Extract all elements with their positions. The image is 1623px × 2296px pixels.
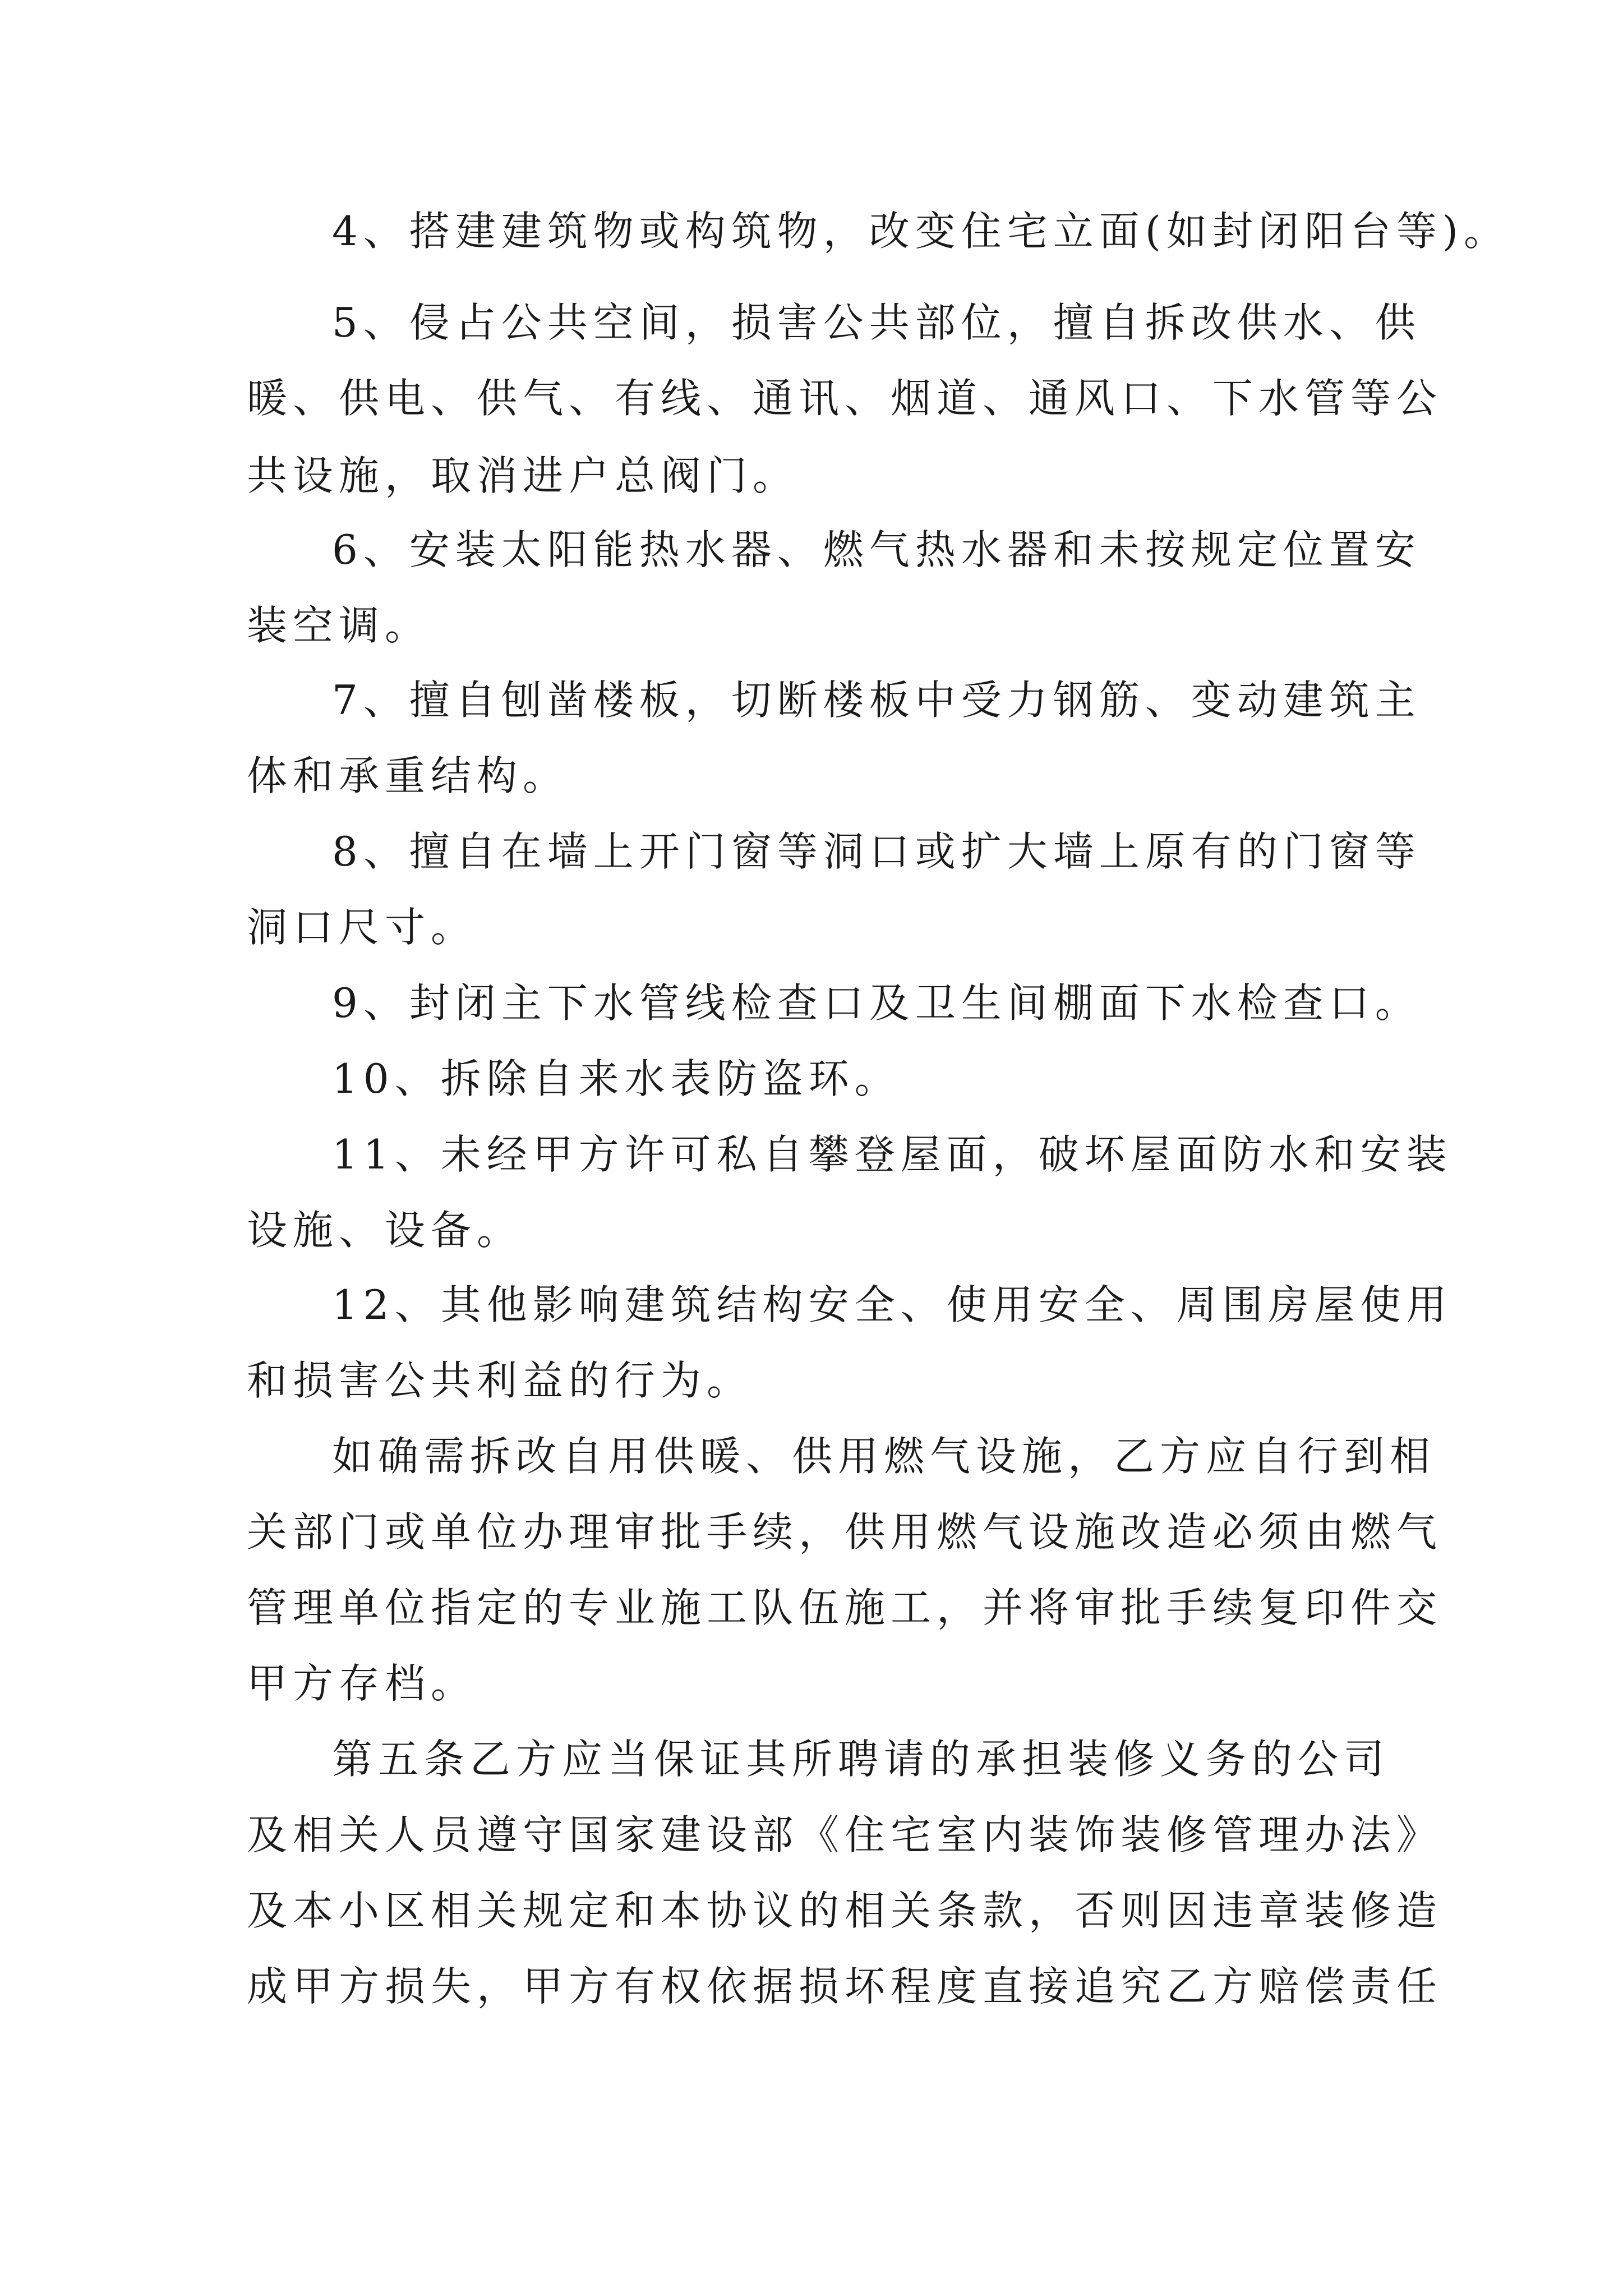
text-line: 如确需拆改自用供暖、供用燃气设施，乙方应自行到相	[332, 1433, 1436, 1480]
text-line: 成甲方损失，甲方有权依据损坏程度直接追究乙方赔偿责任	[247, 1963, 1443, 2010]
text-line: 共设施，取消进户总阀门。	[247, 452, 799, 499]
text-line: 体和承重结构。	[247, 752, 569, 799]
text-line: 7、擅自刨凿楼板，切断楼板中受力钢筋、变动建筑主	[332, 677, 1421, 724]
text-line: 5、侵占公共空间，损害公共部位，擅自拆改供水、供	[332, 299, 1421, 346]
text-line: 8、擅自在墙上开门窗等洞口或扩大墙上原有的门窗等	[332, 828, 1421, 875]
text-line: 设施、设备。	[247, 1207, 523, 1254]
text-line: 12、其他影响建筑结构安全、使用安全、周围房屋使用	[332, 1281, 1453, 1328]
text-line: 及相关人员遵守国家建设部《住宅室内装饰装修管理办法》	[247, 1811, 1443, 1858]
text-line: 洞口尺寸。	[247, 904, 477, 951]
text-line: 关部门或单位办理审批手续，供用燃气设施改造必须由燃气	[247, 1508, 1443, 1556]
text-line: 10、拆除自来水表防盗环。	[332, 1055, 901, 1102]
text-line: 和损害公共利益的行为。	[247, 1357, 753, 1404]
text-line: 暖、供电、供气、有线、通讯、烟道、通风口、下水管等公	[247, 375, 1443, 422]
text-line: 管理单位指定的专业施工队伍施工，并将审批手续复印件交	[247, 1584, 1443, 1631]
text-line: 9、封闭主下水管线检查口及卫生间棚面下水检查口。	[332, 979, 1421, 1027]
text-line: 装空调。	[247, 602, 431, 649]
text-line: 4、搭建建筑物或构筑物，改变住宅立面(如封闭阳台等)。	[332, 208, 1510, 255]
text-line: 11、未经甲方许可私自攀登屋面，破坏屋面防水和安装	[332, 1131, 1453, 1178]
text-line: 6、安装太阳能热水器、燃气热水器和未按规定位置安	[332, 526, 1421, 573]
text-line: 甲方存档。	[247, 1660, 477, 1707]
text-line: 及本小区相关规定和本协议的相关条款，否则因违章装修造	[247, 1887, 1443, 1934]
text-line: 第五条乙方应当保证其所聘请的承担装修义务的公司	[332, 1736, 1390, 1783]
